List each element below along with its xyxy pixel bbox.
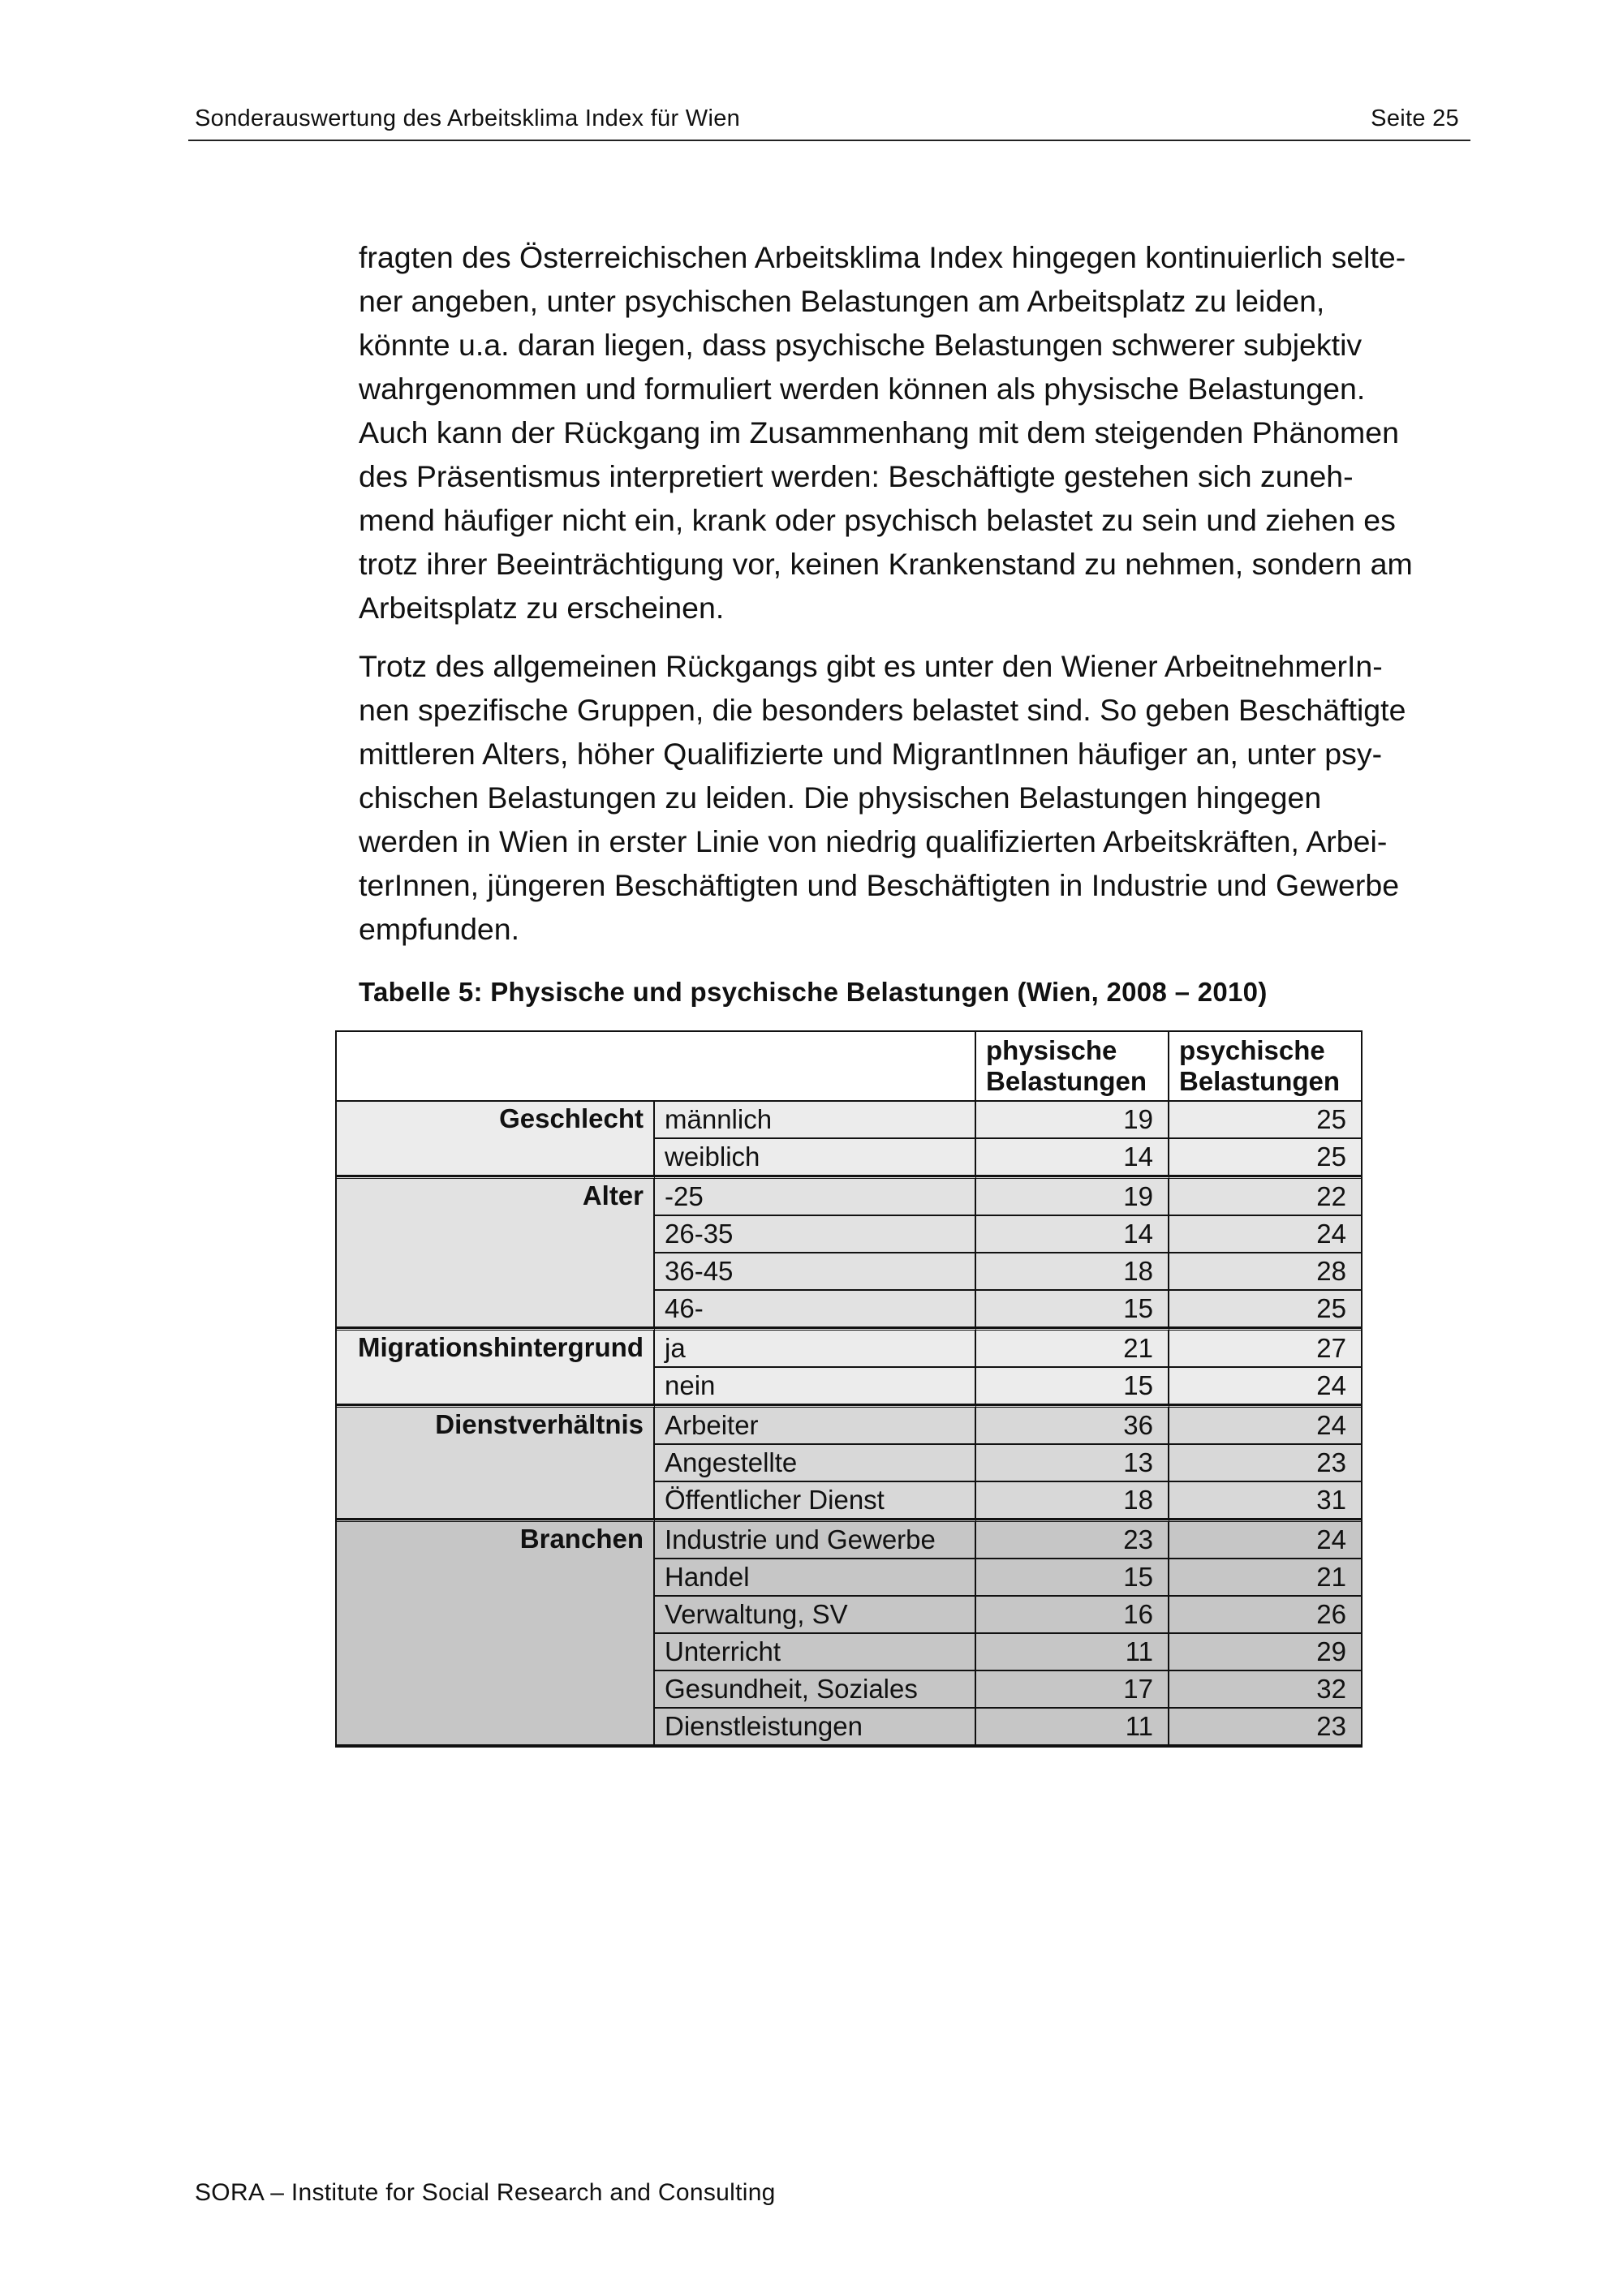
value-psychisch: 26 (1169, 1597, 1361, 1634)
value-psychisch: 29 (1169, 1634, 1361, 1671)
row-label: 26-35 (655, 1216, 976, 1253)
text-line: trotz ihrer Beeinträchtigung vor, keinen Krankenstand zu nehmen, sondern am (359, 547, 1413, 581)
value-physisch: 36 (976, 1405, 1169, 1445)
value-physisch: 15 (976, 1559, 1169, 1597)
value-psychisch: 24 (1169, 1405, 1361, 1445)
group-label-migrationshintergrund: Migrationshintergrund (337, 1328, 655, 1405)
paragraph-1 (359, 235, 1479, 630)
row-label: Öffentlicher Dienst (655, 1482, 976, 1520)
row-label: Dienstleistungen (655, 1709, 976, 1746)
value-physisch: 19 (976, 1102, 1169, 1139)
table-row (337, 1520, 1361, 1559)
text-line: empfunden. (359, 912, 520, 946)
value-psychisch: 21 (1169, 1559, 1361, 1597)
group-label-branchen: Branchen (337, 1520, 655, 1746)
row-label: Arbeiter (655, 1405, 976, 1445)
table-row (337, 1102, 1361, 1139)
row-label: männlich (655, 1102, 976, 1139)
value-psychisch: 24 (1169, 1216, 1361, 1253)
column-header-psychische: psychische Belastungen (1169, 1032, 1361, 1102)
column-header-physische: physische Belastungen (976, 1032, 1169, 1102)
row-label: 46- (655, 1291, 976, 1328)
row-label: Unterricht (655, 1634, 976, 1671)
table-caption: Tabelle 5: Physische und psychische Belastungen (Wien, 2008 – 2010) (359, 977, 1268, 1007)
text-line: fragten des Österreichischen Arbeitsklima Index hingegen kontinuierlich selte- (359, 240, 1406, 274)
text-line: terInnen, jüngeren Beschäftigten und Beschäftigten in Industrie und Gewerbe (359, 868, 1400, 902)
paragraph-2 (359, 644, 1479, 951)
value-psychisch: 25 (1169, 1102, 1361, 1139)
value-psychisch: 32 (1169, 1671, 1361, 1709)
page-footer: SORA – Institute for Social Research and Consulting (195, 2179, 776, 2206)
row-label: ja (655, 1328, 976, 1368)
row-label: Angestellte (655, 1445, 976, 1482)
value-physisch: 23 (976, 1520, 1169, 1559)
group-label-dienstverhaeltnis: Dienstverhältnis (337, 1405, 655, 1520)
value-psychisch: 28 (1169, 1253, 1361, 1291)
row-label: Handel (655, 1559, 976, 1597)
table-row (337, 1176, 1361, 1216)
text-line: Arbeitsplatz zu erscheinen. (359, 591, 725, 625)
value-physisch: 11 (976, 1634, 1169, 1671)
value-physisch: 14 (976, 1139, 1169, 1176)
row-label: nein (655, 1368, 976, 1405)
value-physisch: 19 (976, 1176, 1169, 1216)
value-psychisch: 25 (1169, 1291, 1361, 1328)
value-psychisch: 22 (1169, 1176, 1361, 1216)
value-physisch: 11 (976, 1709, 1169, 1746)
row-label: 36-45 (655, 1253, 976, 1291)
page-header (188, 101, 1470, 141)
value-psychisch: 23 (1169, 1445, 1361, 1482)
table-row (337, 1405, 1361, 1445)
table-row (337, 1328, 1361, 1368)
text-line: chischen Belastungen zu leiden. Die physischen Belastungen hingegen (359, 780, 1322, 815)
text-line: mend häufiger nicht ein, krank oder psychisch belastet zu sein und ziehen es (359, 503, 1396, 537)
value-psychisch: 24 (1169, 1520, 1361, 1559)
value-physisch: 21 (976, 1328, 1169, 1368)
text-line: Trotz des allgemeinen Rückgangs gibt es unter den Wiener ArbeitnehmerIn- (359, 649, 1383, 683)
value-psychisch: 27 (1169, 1328, 1361, 1368)
data-table (335, 1030, 1363, 1748)
text-line: Auch kann der Rückgang im Zusammenhang mit dem steigenden Phänomen (359, 415, 1399, 449)
value-physisch: 13 (976, 1445, 1169, 1482)
text-line: könnte u.a. daran liegen, dass psychische Belastungen schwerer subjektiv (359, 328, 1363, 362)
value-psychisch: 23 (1169, 1709, 1361, 1746)
document-title: Sonderauswertung des Arbeitsklima Index für Wien (195, 105, 741, 131)
text-line: wahrgenommen und formuliert werden können als physische Belastungen. (359, 372, 1366, 406)
group-label-geschlecht: Geschlecht (337, 1102, 655, 1176)
value-physisch: 15 (976, 1291, 1169, 1328)
page-number: Seite 25 (1371, 105, 1459, 131)
value-psychisch: 25 (1169, 1139, 1361, 1176)
value-physisch: 18 (976, 1482, 1169, 1520)
value-physisch: 15 (976, 1368, 1169, 1405)
row-label: Verwaltung, SV (655, 1597, 976, 1634)
text-line: nen spezifische Gruppen, die besonders belastet sind. So geben Beschäftigte (359, 693, 1406, 727)
text-line: mittleren Alters, höher Qualifizierte und MigrantInnen häufiger an, unter psy- (359, 737, 1383, 771)
text-line: ner angeben, unter psychischen Belastungen am Arbeitsplatz zu leiden, (359, 284, 1325, 318)
row-label: weiblich (655, 1139, 976, 1176)
text-line: werden in Wien in erster Linie von niedrig qualifizierten Arbeitskräften, Arbei- (359, 824, 1388, 858)
text-line: des Präsentismus interpretiert werden: Beschäftigte gestehen sich zuneh- (359, 459, 1354, 493)
value-physisch: 18 (976, 1253, 1169, 1291)
table-header-row (337, 1032, 1361, 1102)
value-physisch: 16 (976, 1597, 1169, 1634)
body-text (359, 235, 1479, 965)
header-empty-cell (337, 1032, 976, 1102)
row-label: -25 (655, 1176, 976, 1216)
value-physisch: 17 (976, 1671, 1169, 1709)
row-label: Industrie und Gewerbe (655, 1520, 976, 1559)
value-psychisch: 31 (1169, 1482, 1361, 1520)
value-physisch: 14 (976, 1216, 1169, 1253)
value-psychisch: 24 (1169, 1368, 1361, 1405)
row-label: Gesundheit, Soziales (655, 1671, 976, 1709)
group-label-alter: Alter (337, 1176, 655, 1328)
